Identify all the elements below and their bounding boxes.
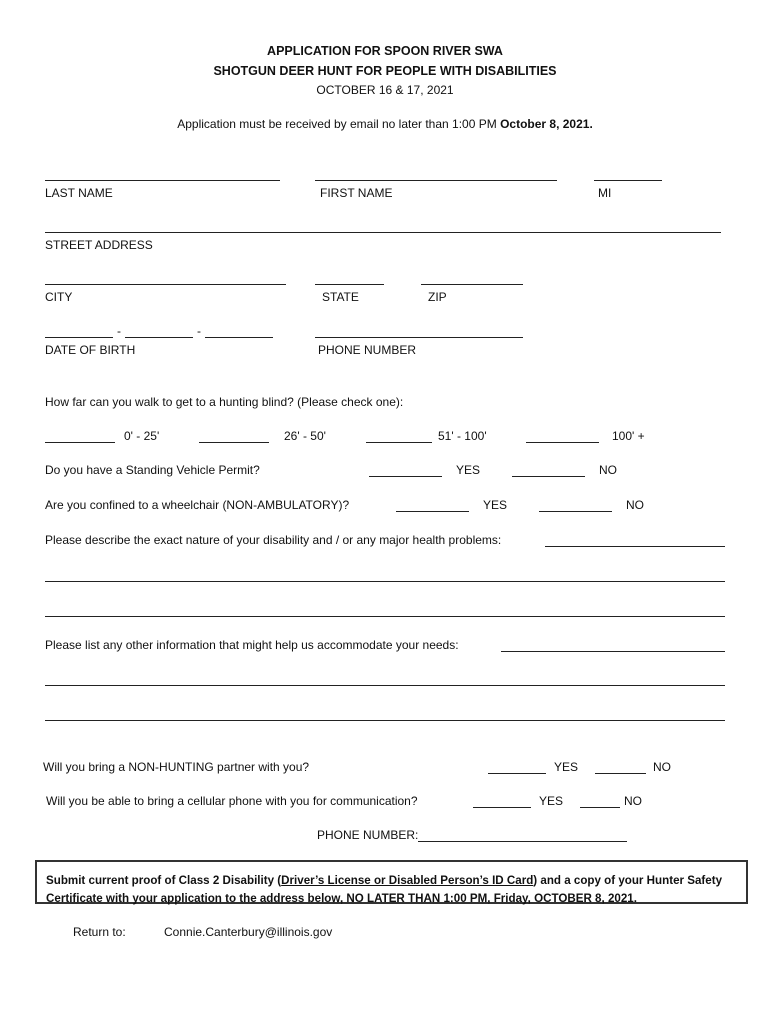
standing-permit-question: Do you have a Standing Vehicle Permit?: [45, 463, 260, 477]
disability-answer-line[interactable]: [45, 581, 725, 582]
notice-text: ) and a copy of your Hunter Safety: [533, 874, 723, 887]
first-name-label: FIRST NAME: [320, 186, 393, 200]
dob-separator: -: [197, 324, 201, 338]
wheelchair-yes-label: YES: [483, 498, 508, 512]
dob-label: DATE OF BIRTH: [45, 343, 136, 357]
accommodation-answer-line[interactable]: [45, 685, 725, 686]
cell-phone-no-blank[interactable]: [580, 807, 620, 808]
notice-line1: [46, 872, 738, 890]
hunt-dates: OCTOBER 16 & 17, 2021: [316, 83, 454, 97]
partner-yes-label: YES: [554, 760, 579, 774]
standing-permit-yes-blank[interactable]: [369, 476, 442, 477]
form-title-line1: APPLICATION FOR SPOON RIVER SWA: [267, 44, 503, 58]
last-name-label: LAST NAME: [45, 186, 113, 200]
walk-option-blank[interactable]: [45, 442, 115, 443]
partner-no-label: NO: [653, 760, 671, 774]
notice-text: Submit current proof of Class 2 Disability (: [46, 874, 282, 887]
wheelchair-no-blank[interactable]: [539, 511, 612, 512]
accommodation-answer-field[interactable]: [501, 651, 725, 652]
partner-question: Will you bring a NON-HUNTING partner with you?: [43, 760, 310, 774]
first-name-field[interactable]: [315, 180, 557, 181]
standing-permit-yes-label: YES: [456, 463, 481, 477]
walk-option-label: 0' - 25': [124, 429, 160, 443]
dob-month-field[interactable]: [45, 337, 113, 338]
walk-option-label: 51' - 100': [438, 429, 487, 443]
mi-field[interactable]: [594, 180, 662, 181]
city-field[interactable]: [45, 284, 286, 285]
accepted-id-types: Driver’s License or Disabled Person’s ID Card: [281, 874, 534, 887]
notice-line2: Certificate with your application to the address below, NO LATER THAN 1:00 PM, Friday, OCTOBER 8, 2021.: [46, 892, 637, 905]
street-address-label: STREET ADDRESS: [45, 238, 153, 252]
accommodation-answer-line[interactable]: [45, 720, 725, 721]
cell-phone-number-label: PHONE NUMBER:: [317, 828, 419, 842]
standing-permit-no-blank[interactable]: [512, 476, 585, 477]
walk-distance-question: How far can you walk to get to a hunting blind? (Please check one):: [45, 395, 404, 409]
last-name-field[interactable]: [45, 180, 280, 181]
cell-phone-yes-label: YES: [539, 794, 564, 808]
street-address-field[interactable]: [45, 232, 721, 233]
disability-answer-line[interactable]: [45, 616, 725, 617]
cell-phone-question: Will you be able to bring a cellular phone with you for communication?: [46, 794, 418, 808]
deadline-date: October 8, 2021.: [500, 117, 593, 131]
walk-option-label: 100' +: [612, 429, 645, 443]
city-label: CITY: [45, 290, 73, 304]
state-label: STATE: [322, 290, 359, 304]
wheelchair-no-label: NO: [626, 498, 644, 512]
wheelchair-yes-blank[interactable]: [396, 511, 469, 512]
dob-day-field[interactable]: [125, 337, 193, 338]
form-title-line2: SHOTGUN DEER HUNT FOR PEOPLE WITH DISABILITIES: [213, 64, 557, 78]
standing-permit-no-label: NO: [599, 463, 617, 477]
zip-label: ZIP: [428, 290, 447, 304]
walk-option-blank[interactable]: [199, 442, 269, 443]
walk-option-blank[interactable]: [366, 442, 432, 443]
return-to-label: Return to:: [73, 925, 126, 939]
disability-question: Please describe the exact nature of your disability and / or any major health problems:: [45, 533, 502, 547]
dob-separator: -: [117, 324, 121, 338]
cell-phone-number-field[interactable]: [418, 841, 627, 842]
disability-answer-field[interactable]: [545, 546, 725, 547]
deadline-text: Application must be received by email no later than 1:00 PM: [177, 117, 501, 131]
zip-field[interactable]: [421, 284, 523, 285]
return-email-link[interactable]: Connie.Canterbury@illinois.gov: [164, 925, 333, 939]
submission-notice-box: [35, 860, 748, 904]
state-field[interactable]: [315, 284, 384, 285]
dob-year-field[interactable]: [205, 337, 273, 338]
cell-phone-yes-blank[interactable]: [473, 807, 531, 808]
mi-label: MI: [598, 186, 612, 200]
cell-phone-no-label: NO: [624, 794, 642, 808]
phone-number-field[interactable]: [315, 337, 523, 338]
accommodation-question: Please list any other information that might help us accommodate your needs:: [45, 638, 459, 652]
wheelchair-question: Are you confined to a wheelchair (NON-AMBULATORY)?: [45, 498, 350, 512]
walk-option-label: 26' - 50': [284, 429, 326, 443]
phone-number-label: PHONE NUMBER: [318, 343, 417, 357]
walk-option-blank[interactable]: [526, 442, 599, 443]
deadline-notice: [0, 117, 770, 131]
partner-yes-blank[interactable]: [488, 773, 546, 774]
partner-no-blank[interactable]: [595, 773, 646, 774]
